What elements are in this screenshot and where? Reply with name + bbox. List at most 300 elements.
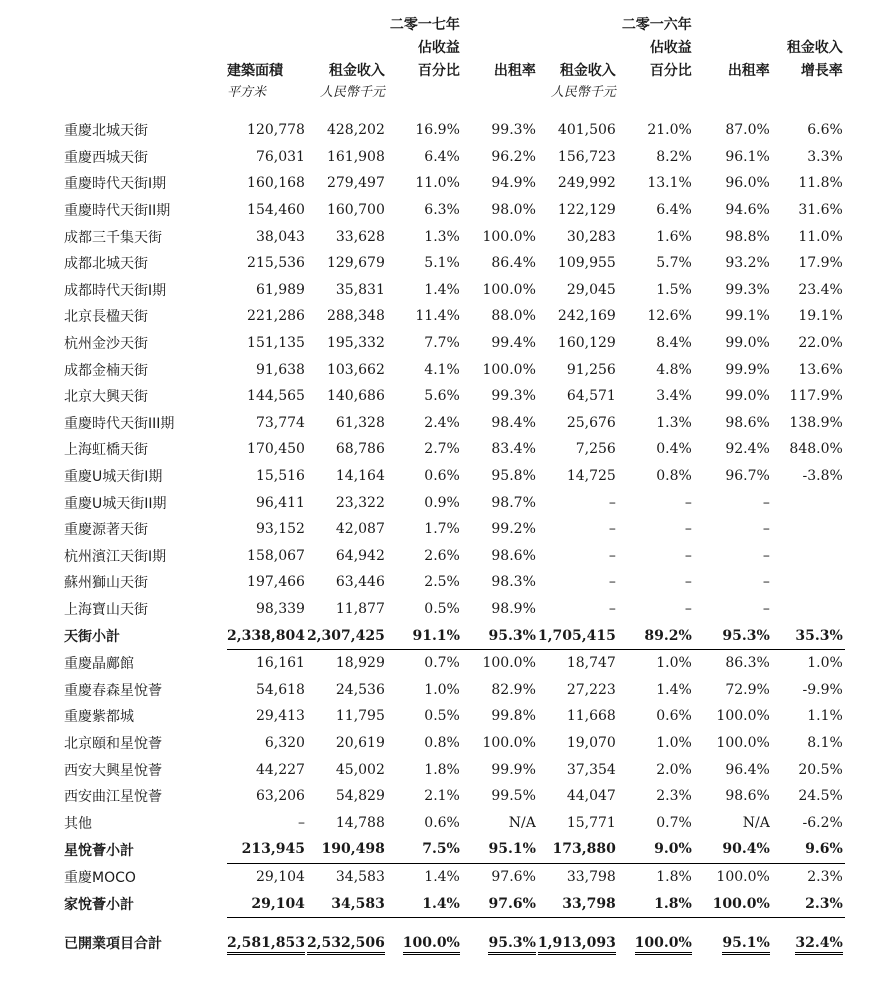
share-2017-cell: 7.5% bbox=[387, 836, 462, 863]
rent-2017-cell: 288,348 bbox=[326, 308, 385, 325]
share-2017-heading-l1: 佔收益 bbox=[417, 39, 460, 56]
rent-2016-cell: 1,705,415 bbox=[538, 622, 618, 649]
year-2017-heading: 二零一七年 bbox=[389, 16, 460, 33]
total-share-2016-cell bbox=[618, 926, 694, 960]
total-value: 95.1% bbox=[722, 935, 769, 955]
project-name-cell: 上海虹橋天街 bbox=[64, 442, 148, 459]
rent-2016-cell: 109,955 bbox=[557, 255, 616, 272]
table-row bbox=[64, 489, 845, 516]
year-2016-heading: 二零一六年 bbox=[621, 16, 692, 33]
table-row bbox=[64, 277, 845, 304]
share-2016-cell: 8.4% bbox=[656, 335, 692, 352]
rent-2017-cell: 45,002 bbox=[335, 761, 385, 778]
growth-heading-l1: 租金收入 bbox=[786, 39, 843, 56]
share-2017-cell: 11.4% bbox=[415, 308, 460, 325]
gfa-cell: 144,565 bbox=[247, 388, 305, 405]
occupancy-2017-cell: 99.3% bbox=[491, 388, 536, 405]
growth-cell bbox=[772, 489, 845, 516]
table-row bbox=[64, 383, 845, 410]
share-2017-cell: 1.4% bbox=[424, 281, 460, 298]
occupancy-2017-cell: 95.3% bbox=[462, 622, 538, 649]
occupancy-2017-cell: 99.2% bbox=[491, 521, 536, 538]
share-2017-cell: 1.8% bbox=[424, 761, 460, 778]
growth-cell: 2.3% bbox=[807, 868, 843, 885]
share-2017-cell: 6.4% bbox=[424, 148, 460, 165]
project-name-cell: 其他 bbox=[64, 815, 92, 832]
share-2017-cell: 0.6% bbox=[424, 814, 460, 831]
share-2016-cell: 8.2% bbox=[656, 148, 692, 165]
share-2016-cell: – bbox=[684, 547, 692, 564]
share-2017-cell: 2.7% bbox=[424, 441, 460, 458]
project-name-cell: 重慶U城天街I期 bbox=[64, 469, 163, 486]
share-2017-cell: 5.6% bbox=[424, 388, 460, 405]
gfa-cell: 6,320 bbox=[264, 734, 305, 751]
project-name-cell: 上海寶山天街 bbox=[64, 601, 148, 618]
share-2017-cell: 1.3% bbox=[424, 228, 460, 245]
rent-2017-cell: 279,497 bbox=[326, 175, 385, 192]
share-2016-cell: 0.7% bbox=[656, 814, 692, 831]
rent-2017-cell: 161,908 bbox=[326, 148, 385, 165]
project-name-cell: 重慶時代天街III期 bbox=[64, 415, 175, 432]
growth-cell: 19.1% bbox=[798, 308, 843, 325]
share-2017-cell: 5.1% bbox=[424, 255, 460, 272]
rent-2016-cell: 249,992 bbox=[557, 175, 616, 192]
rent-2017-cell: 14,788 bbox=[335, 814, 385, 831]
share-2016-cell: 4.8% bbox=[656, 361, 692, 378]
table-row bbox=[64, 569, 845, 596]
rent-2016-cell: 29,045 bbox=[566, 281, 616, 298]
project-name-cell: 蘇州獅山天街 bbox=[64, 575, 148, 592]
occupancy-2017-cell: 88.0% bbox=[491, 308, 536, 325]
rent-2016-cell: 11,668 bbox=[566, 708, 616, 725]
gfa-cell: 44,227 bbox=[255, 761, 305, 778]
rent-2016-cell: 401,506 bbox=[557, 122, 616, 139]
project-name-cell: 西安曲江星悅薈 bbox=[64, 789, 162, 806]
occupancy-2017-cell: 99.3% bbox=[491, 122, 536, 139]
share-2017-cell: 0.7% bbox=[424, 655, 460, 672]
occupancy-2017-cell: 99.5% bbox=[491, 788, 536, 805]
share-2016-cell: 12.6% bbox=[647, 308, 692, 325]
rent-2016-cell: – bbox=[608, 521, 616, 538]
rent-2017-cell: 160,700 bbox=[326, 202, 385, 219]
table-row bbox=[64, 410, 845, 437]
rent-2017-cell: 34,583 bbox=[335, 868, 385, 885]
rent-2017-cell: 129,679 bbox=[326, 255, 385, 272]
share-2016-cell: – bbox=[684, 521, 692, 538]
occupancy-2017-cell: 100.0% bbox=[482, 228, 536, 245]
growth-cell bbox=[772, 596, 845, 623]
growth-cell: 138.9% bbox=[789, 414, 843, 431]
share-2017-cell: 91.1% bbox=[387, 622, 462, 649]
table-row bbox=[64, 250, 845, 277]
share-2016-cell: 1.0% bbox=[656, 655, 692, 672]
occupancy-2016-cell: 99.1% bbox=[725, 308, 770, 325]
growth-cell: 1.1% bbox=[807, 708, 843, 725]
growth-cell bbox=[772, 569, 845, 596]
total-rent-2016-cell bbox=[538, 926, 618, 960]
project-name-cell: 成都三千集天街 bbox=[64, 229, 162, 246]
rent-2017-cell: 103,662 bbox=[326, 361, 385, 378]
growth-cell: 6.6% bbox=[807, 122, 843, 139]
share-2017-cell: 0.9% bbox=[424, 494, 460, 511]
table-row bbox=[64, 543, 845, 570]
gfa-cell: 170,450 bbox=[247, 441, 305, 458]
project-name-cell: 重慶時代天街II期 bbox=[64, 203, 171, 220]
share-2016-cell: – bbox=[684, 600, 692, 617]
occupancy-2016-cell: 90.4% bbox=[694, 836, 772, 863]
share-2016-cell: – bbox=[684, 494, 692, 511]
gfa-cell: 215,536 bbox=[247, 255, 305, 272]
occupancy-2017-cell: 98.0% bbox=[491, 202, 536, 219]
occupancy-2016-cell: 96.1% bbox=[725, 148, 770, 165]
share-2017-cell: 0.6% bbox=[424, 468, 460, 485]
rent-2016-cell: – bbox=[608, 574, 616, 591]
rent-2016-cell: 19,070 bbox=[566, 734, 616, 751]
occupancy-2016-cell: – bbox=[762, 574, 770, 591]
table-row bbox=[64, 330, 845, 357]
share-2016-cell: 2.0% bbox=[656, 761, 692, 778]
occupancy-2017-cell: 82.9% bbox=[491, 681, 536, 698]
gfa-cell: 151,135 bbox=[247, 335, 305, 352]
growth-cell: 35.3% bbox=[772, 622, 845, 649]
occupancy-2017-cell: 94.9% bbox=[491, 175, 536, 192]
table-row bbox=[64, 356, 845, 383]
project-name-cell: 杭州濱江天街I期 bbox=[64, 548, 167, 565]
growth-cell: 2.3% bbox=[772, 890, 845, 917]
occupancy-2016-cell: – bbox=[762, 600, 770, 617]
share-2017-cell: 16.9% bbox=[415, 122, 460, 139]
rent-2017-cell: 61,328 bbox=[335, 414, 385, 431]
rent-2016-cell: 173,880 bbox=[538, 836, 618, 863]
rent-2016-cell: 156,723 bbox=[557, 148, 616, 165]
rent-2016-cell: – bbox=[608, 494, 616, 511]
share-2016-heading-l2: 百分比 bbox=[649, 62, 692, 79]
occupancy-2017-cell: 98.9% bbox=[491, 600, 536, 617]
table-row bbox=[64, 703, 845, 730]
total-rent-2017-cell bbox=[307, 926, 387, 960]
rent-2016-cell: 18,747 bbox=[566, 655, 616, 672]
gfa-cell: 29,104 bbox=[255, 868, 305, 885]
spacer-row bbox=[64, 917, 845, 926]
table-body bbox=[64, 117, 845, 960]
occupancy-2016-cell: 98.6% bbox=[725, 414, 770, 431]
project-name-cell: 重慶晶鄺館 bbox=[64, 655, 134, 672]
gfa-cell: 2,338,804 bbox=[227, 622, 307, 649]
table-row bbox=[64, 783, 845, 810]
occupancy-2017-cell: 99.4% bbox=[491, 335, 536, 352]
gfa-cell: 54,618 bbox=[255, 681, 305, 698]
occupancy-2016-cell: 99.3% bbox=[725, 281, 770, 298]
occupancy-2016-cell: 95.3% bbox=[694, 622, 772, 649]
rent-2017-cell: 23,322 bbox=[335, 494, 385, 511]
share-2017-cell: 0.5% bbox=[424, 708, 460, 725]
project-name-cell: 天街小計 bbox=[64, 628, 120, 645]
project-name-cell: 重慶時代天街I期 bbox=[64, 176, 167, 193]
rent-2017-cell: 11,795 bbox=[335, 708, 385, 725]
gfa-cell: 154,460 bbox=[247, 202, 305, 219]
share-2017-cell: 2.1% bbox=[424, 788, 460, 805]
gfa-cell: 29,413 bbox=[255, 708, 305, 725]
occupancy-2017-cell: 100.0% bbox=[482, 734, 536, 751]
share-2016-cell: 3.4% bbox=[656, 388, 692, 405]
table-row bbox=[64, 303, 845, 330]
occupancy-2017-cell: 98.4% bbox=[491, 414, 536, 431]
growth-cell: -6.2% bbox=[802, 814, 843, 831]
growth-cell: 11.0% bbox=[798, 228, 843, 245]
growth-cell: -3.8% bbox=[802, 468, 843, 485]
total-value: 1,913,093 bbox=[538, 935, 616, 955]
project-name-cell: 西安大興星悅薈 bbox=[64, 762, 162, 779]
rent-2017-cell: 20,619 bbox=[335, 734, 385, 751]
rent-2016-unit: 人民幣千元 bbox=[550, 85, 616, 100]
total-gfa-cell bbox=[227, 926, 307, 960]
rent-2016-cell: – bbox=[608, 547, 616, 564]
rent-2016-cell: 37,354 bbox=[566, 761, 616, 778]
share-2016-heading-l1: 佔收益 bbox=[649, 39, 692, 56]
growth-cell: 13.6% bbox=[798, 361, 843, 378]
total-occupancy-2016-cell bbox=[694, 926, 772, 960]
rent-2017-cell: 140,686 bbox=[326, 388, 385, 405]
subtotal-row bbox=[64, 836, 845, 863]
table-row bbox=[64, 649, 845, 676]
occupancy-2017-cell: 86.4% bbox=[491, 255, 536, 272]
occupancy-2016-cell: 99.0% bbox=[725, 335, 770, 352]
occupancy-2016-cell: 100.0% bbox=[716, 868, 770, 885]
project-name-cell: 星悅薈小計 bbox=[64, 842, 134, 859]
total-occupancy-2017-cell bbox=[462, 926, 538, 960]
occupancy-2016-cell: 99.9% bbox=[725, 361, 770, 378]
table-row bbox=[64, 809, 845, 836]
share-2016-cell: 1.0% bbox=[656, 734, 692, 751]
occupancy-2016-cell: 86.3% bbox=[725, 655, 770, 672]
project-name-cell: 家悅薈小計 bbox=[64, 896, 134, 913]
project-name-cell: 重慶春森星悅薈 bbox=[64, 682, 162, 699]
share-2017-cell: 6.3% bbox=[424, 202, 460, 219]
project-name-cell: 重慶MOCO bbox=[64, 869, 136, 886]
table-row bbox=[64, 170, 845, 197]
gfa-unit: 平方米 bbox=[227, 85, 267, 100]
rent-2017-cell: 190,498 bbox=[307, 836, 387, 863]
occupancy-2017-cell: 100.0% bbox=[482, 655, 536, 672]
table-row bbox=[64, 730, 845, 757]
total-growth-cell bbox=[772, 926, 845, 960]
subtotal-row bbox=[64, 890, 845, 917]
occupancy-2016-cell: – bbox=[762, 547, 770, 564]
growth-heading-l2: 增長率 bbox=[800, 62, 843, 79]
table-row bbox=[64, 756, 845, 783]
rent-2017-cell: 34,583 bbox=[307, 890, 387, 917]
growth-cell: 848.0% bbox=[789, 441, 843, 458]
rent-2016-cell: 44,047 bbox=[566, 788, 616, 805]
rental-income-table bbox=[64, 12, 845, 960]
occupancy-2017-heading: 出租率 bbox=[493, 62, 536, 79]
project-name-cell: 北京長楹天街 bbox=[64, 309, 148, 326]
growth-cell: 24.5% bbox=[798, 788, 843, 805]
share-2016-cell: 1.6% bbox=[656, 228, 692, 245]
growth-cell: -9.9% bbox=[802, 681, 843, 698]
occupancy-2016-cell: – bbox=[762, 521, 770, 538]
share-2017-cell: 11.0% bbox=[415, 175, 460, 192]
total-value: 95.3% bbox=[488, 935, 535, 955]
rent-2016-cell: 33,798 bbox=[538, 890, 618, 917]
occupancy-2017-cell: N/A bbox=[508, 814, 536, 831]
occupancy-2016-cell: N/A bbox=[742, 814, 770, 831]
share-2016-cell: 89.2% bbox=[618, 622, 694, 649]
rent-2017-cell: 64,942 bbox=[335, 547, 385, 564]
share-2016-cell: 1.8% bbox=[656, 868, 692, 885]
occupancy-2017-cell: 97.6% bbox=[462, 890, 538, 917]
table-row bbox=[64, 144, 845, 171]
grand-total-row bbox=[64, 926, 845, 960]
share-2016-cell: 1.3% bbox=[656, 414, 692, 431]
project-name-cell: 杭州金沙天街 bbox=[64, 336, 148, 353]
share-2016-cell: 13.1% bbox=[647, 175, 692, 192]
gfa-cell: 63,206 bbox=[255, 788, 305, 805]
share-2016-cell: 21.0% bbox=[647, 122, 692, 139]
rent-2017-cell: 24,536 bbox=[335, 681, 385, 698]
occupancy-2016-cell: 96.7% bbox=[725, 468, 770, 485]
rent-2016-cell: 160,129 bbox=[557, 335, 616, 352]
occupancy-2017-cell: 100.0% bbox=[482, 361, 536, 378]
occupancy-2016-cell: 87.0% bbox=[725, 122, 770, 139]
gfa-cell: 91,638 bbox=[255, 361, 305, 378]
rent-2016-cell: 15,771 bbox=[566, 814, 616, 831]
gfa-cell: 197,466 bbox=[247, 574, 305, 591]
rent-2016-heading: 租金收入 bbox=[559, 62, 616, 79]
subtotal-row bbox=[64, 622, 845, 649]
share-2017-cell: 1.4% bbox=[387, 890, 462, 917]
table-row bbox=[64, 117, 845, 144]
occupancy-2017-cell: 97.6% bbox=[491, 868, 536, 885]
rent-2017-cell: 54,829 bbox=[335, 788, 385, 805]
occupancy-2016-cell: 100.0% bbox=[716, 734, 770, 751]
share-2016-cell: 1.5% bbox=[656, 281, 692, 298]
rent-2016-cell: 27,223 bbox=[566, 681, 616, 698]
growth-cell: 20.5% bbox=[798, 761, 843, 778]
growth-cell: 9.6% bbox=[772, 836, 845, 863]
share-2016-cell: – bbox=[684, 574, 692, 591]
rent-2016-cell: 33,798 bbox=[566, 868, 616, 885]
table-row bbox=[64, 463, 845, 490]
rent-2017-cell: 11,877 bbox=[335, 600, 385, 617]
project-name-cell: 成都北城天街 bbox=[64, 256, 148, 273]
occupancy-2016-cell: 100.0% bbox=[694, 890, 772, 917]
total-share-2017-cell bbox=[387, 926, 462, 960]
gfa-cell: 16,161 bbox=[255, 655, 305, 672]
gfa-cell: 73,774 bbox=[255, 414, 305, 431]
rent-2016-cell: 242,169 bbox=[557, 308, 616, 325]
growth-cell: 17.9% bbox=[798, 255, 843, 272]
project-name-cell: 成都金楠天街 bbox=[64, 362, 148, 379]
occupancy-2016-cell: 100.0% bbox=[716, 708, 770, 725]
table-header bbox=[64, 12, 845, 117]
gfa-cell: 221,286 bbox=[247, 308, 305, 325]
occupancy-2017-cell: 96.2% bbox=[491, 148, 536, 165]
rent-2017-cell: 63,446 bbox=[335, 574, 385, 591]
project-name-cell: 重慶U城天街II期 bbox=[64, 495, 167, 512]
share-2017-cell: 7.7% bbox=[424, 335, 460, 352]
share-2017-heading-l2: 百分比 bbox=[417, 62, 460, 79]
rent-2017-cell: 42,087 bbox=[335, 521, 385, 538]
growth-cell bbox=[772, 516, 845, 543]
rent-2016-cell: 30,283 bbox=[566, 228, 616, 245]
share-2016-cell: 2.3% bbox=[656, 788, 692, 805]
occupancy-2017-cell: 100.0% bbox=[482, 281, 536, 298]
occupancy-2017-cell: 98.7% bbox=[491, 494, 536, 511]
rent-2016-cell: 14,725 bbox=[566, 468, 616, 485]
occupancy-2017-cell: 98.3% bbox=[491, 574, 536, 591]
total-value: 100.0% bbox=[403, 935, 460, 955]
growth-cell: 31.6% bbox=[798, 202, 843, 219]
occupancy-2017-cell: 98.6% bbox=[491, 547, 536, 564]
rent-2017-cell: 18,929 bbox=[335, 655, 385, 672]
gfa-cell: 213,945 bbox=[227, 836, 307, 863]
growth-cell: 117.9% bbox=[789, 388, 843, 405]
gfa-cell: 15,516 bbox=[255, 468, 305, 485]
gfa-cell: 120,778 bbox=[247, 122, 305, 139]
project-name-cell: 重慶源著天街 bbox=[64, 522, 148, 539]
rent-2016-cell: 7,256 bbox=[575, 441, 616, 458]
table-row bbox=[64, 676, 845, 703]
gfa-cell: 98,339 bbox=[255, 600, 305, 617]
occupancy-2017-cell: 83.4% bbox=[491, 441, 536, 458]
share-2017-cell: 4.1% bbox=[424, 361, 460, 378]
occupancy-2016-heading: 出租率 bbox=[727, 62, 770, 79]
grand-total-label: 已開業項目合計 bbox=[64, 935, 162, 952]
table-row bbox=[64, 223, 845, 250]
rent-2017-cell: 33,628 bbox=[335, 228, 385, 245]
occupancy-2016-cell: 92.4% bbox=[725, 441, 770, 458]
share-2017-cell: 1.0% bbox=[424, 681, 460, 698]
share-2016-cell: 0.6% bbox=[656, 708, 692, 725]
total-value: 32.4% bbox=[795, 935, 842, 955]
rent-2017-cell: 35,831 bbox=[335, 281, 385, 298]
project-name-cell: 重慶紫都城 bbox=[64, 709, 134, 726]
growth-cell: 8.1% bbox=[807, 734, 843, 751]
share-2017-cell: 0.5% bbox=[424, 600, 460, 617]
share-2016-cell: 6.4% bbox=[656, 202, 692, 219]
gfa-cell: 29,104 bbox=[227, 890, 307, 917]
growth-cell bbox=[772, 543, 845, 570]
project-name-cell: 成都時代天街I期 bbox=[64, 282, 167, 299]
share-2016-cell: 1.4% bbox=[656, 681, 692, 698]
gfa-cell: 96,411 bbox=[255, 494, 305, 511]
project-name-cell: 北京頤和星悅薈 bbox=[64, 735, 162, 752]
project-name-cell: 重慶西城天街 bbox=[64, 149, 148, 166]
rent-2016-cell: – bbox=[608, 600, 616, 617]
rent-2016-cell: 64,571 bbox=[566, 388, 616, 405]
share-2017-cell: 1.7% bbox=[424, 521, 460, 538]
share-2017-cell: 2.5% bbox=[424, 574, 460, 591]
gfa-heading: 建築面積 bbox=[227, 62, 283, 79]
total-value: 2,532,506 bbox=[307, 935, 385, 955]
gfa-cell: 160,168 bbox=[247, 175, 305, 192]
occupancy-2016-cell: 93.2% bbox=[725, 255, 770, 272]
growth-cell: 11.8% bbox=[798, 175, 843, 192]
occupancy-2016-cell: 99.0% bbox=[725, 388, 770, 405]
gfa-cell: 61,989 bbox=[255, 281, 305, 298]
occupancy-2016-cell: 72.9% bbox=[725, 681, 770, 698]
occupancy-2016-cell: 96.4% bbox=[725, 761, 770, 778]
project-name-cell: 北京大興天街 bbox=[64, 389, 148, 406]
gfa-cell: 38,043 bbox=[255, 228, 305, 245]
growth-cell: 3.3% bbox=[807, 148, 843, 165]
rent-2017-cell: 428,202 bbox=[326, 122, 385, 139]
growth-cell: 23.4% bbox=[798, 281, 843, 298]
rent-2017-cell: 68,786 bbox=[335, 441, 385, 458]
growth-cell: 1.0% bbox=[807, 655, 843, 672]
total-value: 2,581,853 bbox=[227, 935, 305, 955]
